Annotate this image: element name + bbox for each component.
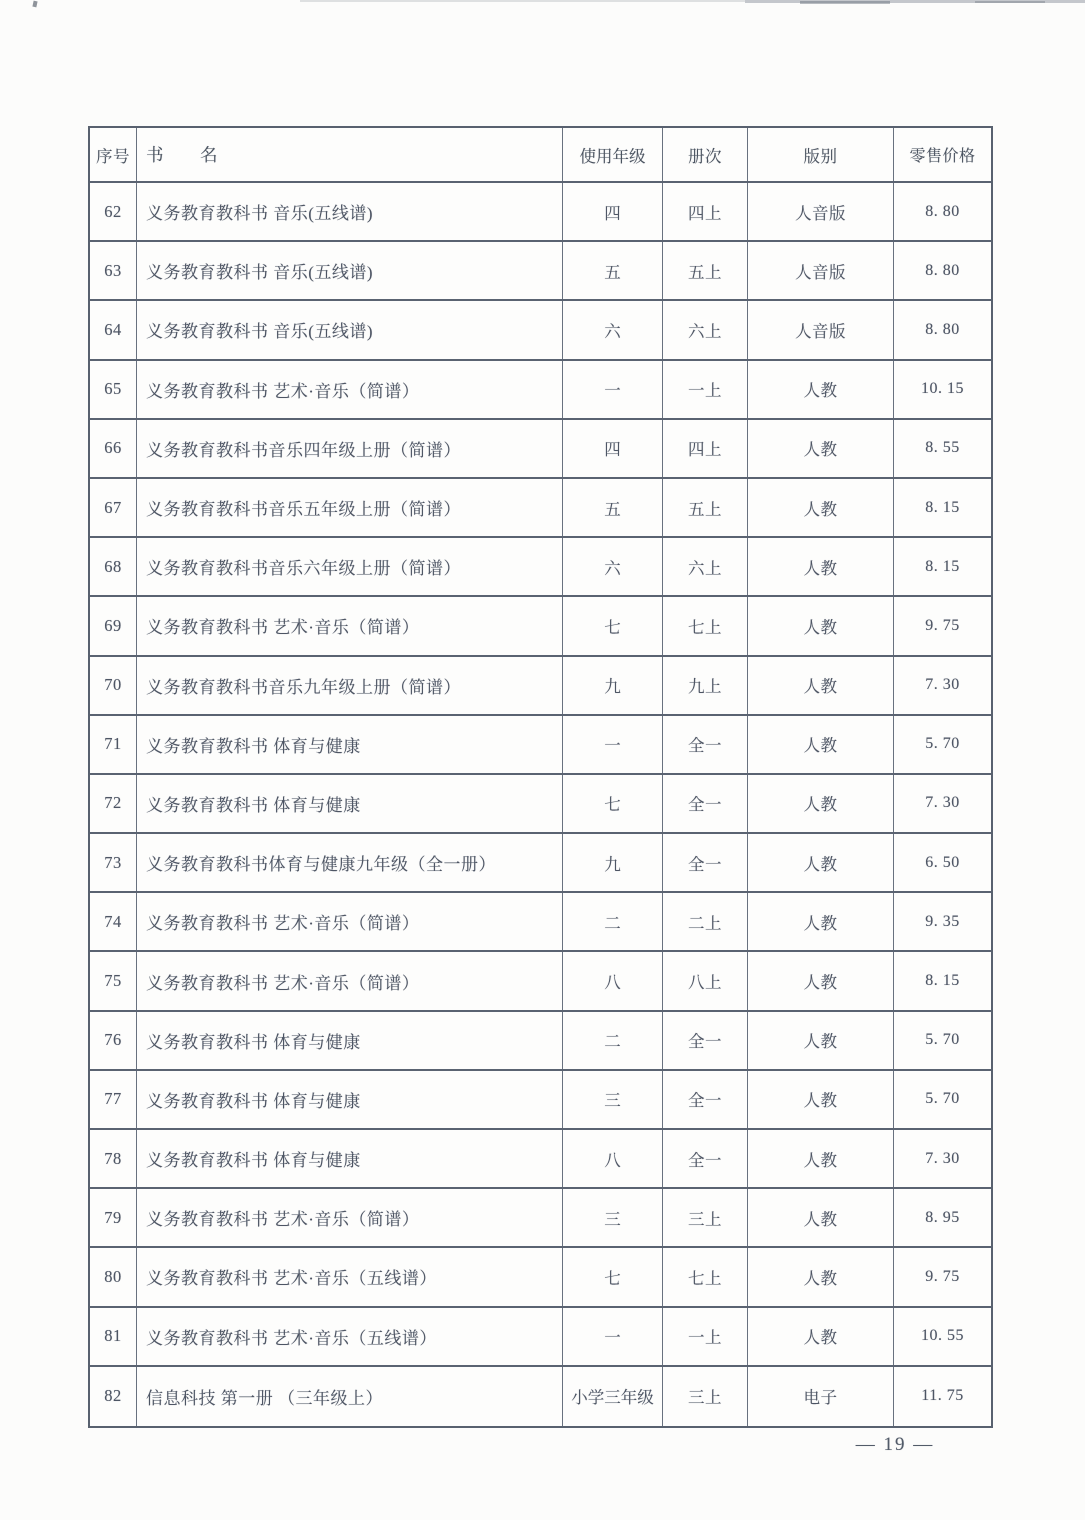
cell-edition: 人教: [748, 1012, 894, 1069]
table-row: [90, 242, 991, 301]
cell-volume: 全一: [663, 1130, 748, 1187]
cell-book-title: 义务教育教科书 体育与健康: [137, 1130, 563, 1187]
cell-volume: 三上: [663, 1367, 748, 1426]
cell-volume: 七上: [663, 597, 748, 654]
cell-volume: 六上: [663, 301, 748, 358]
cell-volume: 七上: [663, 1248, 748, 1305]
header-serial-number: 序号: [90, 128, 137, 181]
scan-artifact: [800, 1, 890, 4]
cell-volume: 三上: [663, 1189, 748, 1246]
cell-retail-price: 8. 80: [925, 320, 960, 338]
scan-artifact: [300, 0, 745, 2]
table-row: [90, 479, 991, 538]
cell-retail-price: 10. 15: [921, 380, 964, 398]
cell-serial-number: 66: [90, 420, 137, 477]
table-row: [90, 952, 991, 1011]
cell-serial-number: 70: [90, 657, 137, 714]
table-row: [90, 834, 991, 893]
cell-serial-number: 79: [90, 1189, 137, 1246]
cell-retail-price: 8. 80: [925, 202, 960, 220]
cell-grade: 三: [563, 1071, 663, 1128]
header-grade: 使用年级: [563, 128, 663, 181]
cell-edition: 人音版: [748, 301, 894, 358]
cell-retail-price: 8. 15: [925, 498, 960, 516]
cell-edition: 人教: [748, 657, 894, 714]
table-row: [90, 361, 991, 420]
cell-book-title: 义务教育教科书音乐五年级上册（简谱）: [137, 479, 563, 536]
cell-serial-number: 62: [90, 183, 137, 240]
cell-book-title: 义务教育教科书 艺术·音乐（五线谱）: [137, 1308, 563, 1365]
cell-edition: 人教: [748, 952, 894, 1009]
cell-grade: 九: [563, 657, 663, 714]
cell-edition: 人教: [748, 538, 894, 595]
table-row: [90, 1189, 991, 1248]
cell-serial-number: 74: [90, 893, 137, 950]
cell-book-title: 义务教育教科书音乐六年级上册（简谱）: [137, 538, 563, 595]
scan-speck: [32, 1, 37, 8]
cell-retail-price: 5. 70: [925, 1031, 960, 1049]
header-book-title: 书 名: [137, 128, 563, 181]
cell-edition: 人音版: [748, 183, 894, 240]
header-edition: 版别: [748, 128, 894, 181]
cell-retail-price: 8. 80: [925, 261, 960, 279]
cell-retail-price: 7. 30: [925, 676, 960, 694]
cell-retail-price: 5. 70: [925, 1090, 960, 1108]
cell-grade: 小学三年级: [563, 1367, 663, 1426]
cell-retail-price: 9. 35: [925, 912, 960, 930]
table-row: [90, 1012, 991, 1071]
cell-volume: 一上: [663, 361, 748, 418]
cell-grade: 七: [563, 775, 663, 832]
cell-volume: 全一: [663, 716, 748, 773]
cell-book-title: 义务教育教科书 体育与健康: [137, 775, 563, 832]
table-row: [90, 597, 991, 656]
table-row: [90, 775, 991, 834]
table-row: [90, 301, 991, 360]
cell-serial-number: 72: [90, 775, 137, 832]
cell-volume: 全一: [663, 1071, 748, 1128]
cell-grade: 五: [563, 479, 663, 536]
cell-book-title: 义务教育教科书 艺术·音乐（简谱）: [137, 597, 563, 654]
cell-retail-price: 6. 50: [925, 853, 960, 871]
scan-artifact: [975, 1, 1045, 3]
cell-grade: 七: [563, 597, 663, 654]
cell-edition: 人教: [748, 893, 894, 950]
cell-serial-number: 64: [90, 301, 137, 358]
cell-edition: 人教: [748, 1189, 894, 1246]
header-volume: 册次: [663, 128, 748, 181]
cell-book-title: 义务教育教科书 音乐(五线谱): [137, 242, 563, 299]
cell-serial-number: 80: [90, 1248, 137, 1305]
cell-retail-price: 7. 30: [925, 794, 960, 812]
cell-volume: 五上: [663, 479, 748, 536]
cell-volume: 全一: [663, 775, 748, 832]
table-row: [90, 657, 991, 716]
cell-retail-price: 8. 55: [925, 439, 960, 457]
cell-edition: 人教: [748, 420, 894, 477]
cell-book-title: 义务教育教科书 音乐(五线谱): [137, 301, 563, 358]
cell-volume: 二上: [663, 893, 748, 950]
cell-grade: 八: [563, 1130, 663, 1187]
cell-retail-price: 8. 95: [925, 1208, 960, 1226]
cell-grade: 六: [563, 301, 663, 358]
cell-edition: 人教: [748, 479, 894, 536]
cell-book-title: 义务教育教科书 体育与健康: [137, 1012, 563, 1069]
cell-serial-number: 67: [90, 479, 137, 536]
cell-book-title: 义务教育教科书体育与健康九年级（全一册）: [137, 834, 563, 891]
table-row: [90, 1130, 991, 1189]
cell-edition: 人教: [748, 597, 894, 654]
cell-retail-price: 8. 15: [925, 557, 960, 575]
cell-volume: 九上: [663, 657, 748, 714]
table-row: [90, 183, 991, 242]
cell-serial-number: 82: [90, 1367, 137, 1426]
cell-grade: 二: [563, 1012, 663, 1069]
cell-grade: 四: [563, 183, 663, 240]
cell-serial-number: 68: [90, 538, 137, 595]
cell-book-title: 义务教育教科书 音乐(五线谱): [137, 183, 563, 240]
cell-retail-price: 10. 55: [921, 1327, 964, 1345]
scan-artifact: [745, 0, 1085, 3]
cell-edition: 人教: [748, 361, 894, 418]
table-row: [90, 1248, 991, 1307]
cell-serial-number: 65: [90, 361, 137, 418]
table-header-row: [90, 128, 991, 183]
cell-retail-price: 11. 75: [921, 1387, 964, 1405]
cell-edition: 人教: [748, 1130, 894, 1187]
cell-book-title: 义务教育教科书 体育与健康: [137, 1071, 563, 1128]
cell-grade: 一: [563, 1308, 663, 1365]
cell-edition: 人教: [748, 834, 894, 891]
cell-serial-number: 71: [90, 716, 137, 773]
cell-book-title: 义务教育教科书 艺术·音乐（简谱）: [137, 1189, 563, 1246]
table-row: [90, 538, 991, 597]
table-row: [90, 716, 991, 775]
table-row: [90, 1308, 991, 1367]
cell-edition: 人教: [748, 716, 894, 773]
table-row: [90, 420, 991, 479]
cell-grade: 二: [563, 893, 663, 950]
table-body: [90, 183, 991, 1426]
cell-edition: 电子: [748, 1367, 894, 1426]
cell-volume: 一上: [663, 1308, 748, 1365]
cell-book-title: 义务教育教科书音乐四年级上册（简谱）: [137, 420, 563, 477]
cell-volume: 五上: [663, 242, 748, 299]
cell-book-title: 信息科技 第一册 （三年级上）: [137, 1367, 563, 1426]
cell-serial-number: 75: [90, 952, 137, 1009]
cell-volume: 四上: [663, 183, 748, 240]
cell-book-title: 义务教育教科书 艺术·音乐（简谱）: [137, 952, 563, 1009]
cell-book-title: 义务教育教科书 艺术·音乐（简谱）: [137, 893, 563, 950]
cell-edition: 人教: [748, 775, 894, 832]
cell-serial-number: 63: [90, 242, 137, 299]
cell-serial-number: 81: [90, 1308, 137, 1365]
cell-grade: 一: [563, 716, 663, 773]
cell-volume: 全一: [663, 834, 748, 891]
cell-serial-number: 76: [90, 1012, 137, 1069]
cell-serial-number: 69: [90, 597, 137, 654]
cell-retail-price: 8. 15: [925, 972, 960, 990]
cell-retail-price: 5. 70: [925, 735, 960, 753]
cell-volume: 六上: [663, 538, 748, 595]
cell-volume: 四上: [663, 420, 748, 477]
cell-volume: 八上: [663, 952, 748, 1009]
cell-edition: 人教: [748, 1071, 894, 1128]
cell-retail-price: 9. 75: [925, 616, 960, 634]
cell-grade: 三: [563, 1189, 663, 1246]
cell-edition: 人教: [748, 1248, 894, 1305]
cell-edition: 人教: [748, 1308, 894, 1365]
textbook-price-table: [88, 126, 993, 1428]
cell-grade: 八: [563, 952, 663, 1009]
cell-grade: 七: [563, 1248, 663, 1305]
cell-serial-number: 78: [90, 1130, 137, 1187]
cell-book-title: 义务教育教科书 艺术·音乐（五线谱）: [137, 1248, 563, 1305]
cell-retail-price: 7. 30: [925, 1149, 960, 1167]
cell-grade: 六: [563, 538, 663, 595]
header-retail-price: 零售价格: [909, 148, 976, 165]
cell-grade: 一: [563, 361, 663, 418]
cell-serial-number: 77: [90, 1071, 137, 1128]
cell-serial-number: 73: [90, 834, 137, 891]
cell-book-title: 义务教育教科书 体育与健康: [137, 716, 563, 773]
cell-grade: 五: [563, 242, 663, 299]
cell-book-title: 义务教育教科书音乐九年级上册（简谱）: [137, 657, 563, 714]
table-row: [90, 1071, 991, 1130]
cell-retail-price: 9. 75: [925, 1267, 960, 1285]
table-row: [90, 893, 991, 952]
cell-book-title: 义务教育教科书 艺术·音乐（简谱）: [137, 361, 563, 418]
cell-edition: 人音版: [748, 242, 894, 299]
cell-volume: 全一: [663, 1012, 748, 1069]
cell-grade: 四: [563, 420, 663, 477]
cell-grade: 九: [563, 834, 663, 891]
table-row: [90, 1367, 991, 1426]
page-number: — 19 —: [855, 1434, 935, 1455]
